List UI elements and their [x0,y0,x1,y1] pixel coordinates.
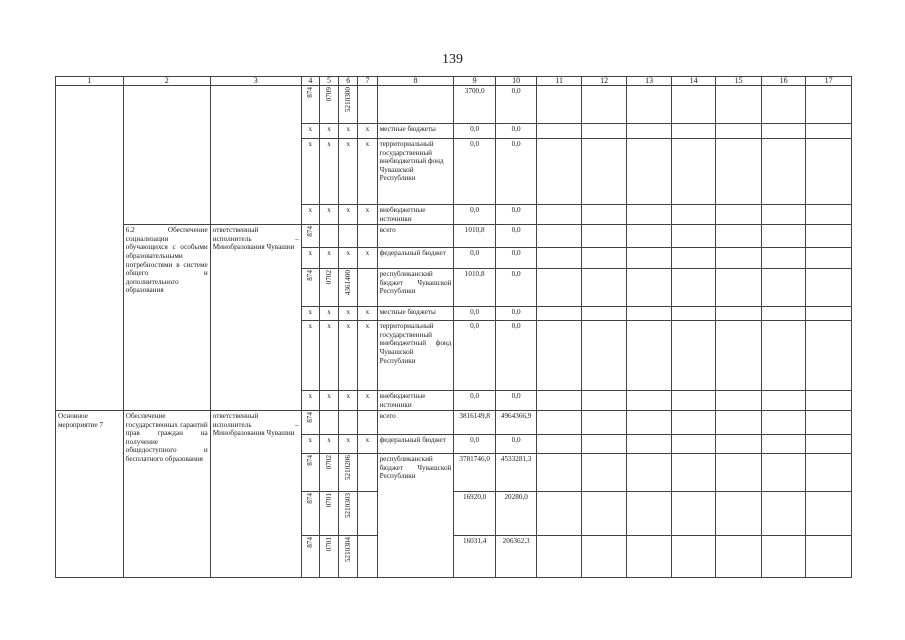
cell-code: 874 [306,537,315,548]
cell-x: x [358,321,377,391]
cell-x: x [358,248,377,269]
cell-value: 0,0 [454,391,495,411]
col-header: 14 [671,77,716,86]
cell-code: 5210303 [343,493,352,519]
cell-x: x [301,391,319,411]
cell-source: территориальный государственный внебюджетный фонд Чувашской Республики [377,321,454,391]
table-row [56,411,852,435]
cell-source: внебюджетные источники [377,391,454,411]
cell-empty [358,454,377,492]
cell-source: местные бюджеты [377,124,454,139]
col-header: 16 [761,77,806,86]
col-header: 4 [301,77,319,86]
cell-x: x [339,307,358,321]
col-header: 8 [377,77,454,86]
cell-value: 3816149,8 [454,411,495,435]
col-header: 11 [537,77,582,86]
cell-value: 0,0 [454,248,495,269]
cell-value: 1010,8 [454,225,495,248]
budget-table [55,76,852,411]
cell-value: 4964366,9 [495,411,536,435]
cell-x: x [358,139,377,205]
cell-source: федеральный бюджет [377,248,454,269]
cell-x: x [319,205,338,225]
cell-value: 0,0 [495,86,536,124]
cell-code: 5210300 [343,87,352,113]
cell-x: x [339,435,358,454]
cell-value: 0,0 [495,205,536,225]
table-row [56,225,852,248]
cell-value: 16920,0 [454,492,495,536]
cell-value: 0,0 [454,139,495,205]
col-header: 13 [627,77,672,86]
col-header: 17 [806,77,852,86]
cell-source: местные бюджеты [377,307,454,321]
cell-code: 0702 [324,455,333,470]
cell-code: 874 [306,455,315,466]
col-header: 5 [319,77,338,86]
cell-x: x [358,307,377,321]
cell-x: x [358,124,377,139]
cell-code: 0701 [324,537,333,552]
cell-source [377,86,454,124]
cell-x: x [301,205,319,225]
cell-empty [358,269,377,307]
cell-x: x [358,205,377,225]
cell-value: 20280,0 [495,492,536,536]
cell-empty [358,225,377,248]
cell-source: всего [377,411,454,435]
cell-x: x [319,139,338,205]
col-header: 3 [210,77,301,86]
cell-source: республиканский бюджет Чувашской Республики [377,269,454,307]
table-row [56,86,852,124]
cell-x: x [319,435,338,454]
responsible-executor: ответственный исполнитель – Минобразования Чувашии [210,411,301,578]
cell-source: всего [377,225,454,248]
cell-empty [319,225,338,248]
activity-6-2-title: 6.2 Обеспечение социализации обучающихся с особыми образовательными потребностями в системе общего и дополнительного образования [123,225,210,411]
cell-x: x [339,205,358,225]
main-event-7-title: Обеспечение государственных гарантий прав граждан на получение общедоступного и бесплатного образования [123,411,210,578]
cell-value: 0,0 [454,321,495,391]
cell-value: 4533281,3 [495,454,536,492]
cell-code: 4361400 [343,270,352,296]
cell-code: 5210304 [343,537,352,563]
cell-x: x [339,248,358,269]
col-header: 9 [454,77,495,86]
col-header: 15 [716,77,762,86]
cell-value: 206362,3 [495,536,536,578]
cell-code: 0709 [324,87,333,102]
cell-code: 874 [306,493,315,504]
main-event-7-label: Основное мероприятие 7 [56,411,124,578]
cell-x: x [319,321,338,391]
cell-value: 16031,4 [454,536,495,578]
cell-code: 0702 [324,270,333,285]
cell-value: 0,0 [454,435,495,454]
cell-x: x [339,124,358,139]
cell-x: x [301,248,319,269]
cell-x: x [319,391,338,411]
cell-code: 874 [306,87,315,98]
cell-code: 0701 [324,493,333,508]
cell-empty [358,86,377,124]
page-number: 139 [442,52,463,67]
cell-x: x [358,435,377,454]
cell-value: 0,0 [454,307,495,321]
cell-value: 0,0 [454,124,495,139]
cell-x: x [339,391,358,411]
responsible-executor: ответственный исполнитель – Минобразования Чувашии [210,225,301,411]
col-header: 7 [358,77,377,86]
cell-value: 3781746,0 [454,454,495,492]
cell-source: республиканский бюджет Чувашской Республики [377,454,454,578]
budget-table-main-event-7 [55,410,852,578]
cell-empty [358,411,377,435]
cell-code: 5210206 [343,455,352,481]
cell-value: 0,0 [495,124,536,139]
cell-empty [319,411,338,435]
column-number-row [56,77,852,86]
col-header: 2 [123,77,210,86]
cell-source: территориальный государственный внебюджетный фонд Чувашской Республики [377,139,454,205]
col-header: 12 [581,77,627,86]
cell-x: x [319,124,338,139]
cell-x: x [339,321,358,391]
cell-x: x [358,391,377,411]
cell-x: x [301,139,319,205]
cell-empty [339,225,358,248]
cell-x: x [301,124,319,139]
cell-value: 0,0 [454,205,495,225]
cell-x: x [319,248,338,269]
cell-x: x [301,435,319,454]
cell-col2-empty [123,86,210,225]
col-header: 6 [339,77,358,86]
cell-value: 0,0 [495,269,536,307]
cell-x: x [301,321,319,391]
cell-source: внебюджетные источники [377,205,454,225]
cell-x: x [301,307,319,321]
cell-x: x [339,139,358,205]
cell-value: 0,0 [495,225,536,248]
cell-x: x [319,307,338,321]
col-header: 10 [495,77,536,86]
cell-value: 0,0 [495,435,536,454]
cell-value: 1010,8 [454,269,495,307]
cell-col3-empty [210,86,301,225]
cell-code: 874 [306,412,315,423]
cell-value: 0,0 [495,391,536,411]
cell-code: 874 [306,270,315,281]
cell-value: 0,0 [495,307,536,321]
col-header: 1 [56,77,124,86]
cell-value: 0,0 [495,248,536,269]
cell-source: федеральный бюджет [377,435,454,454]
cell-empty [339,411,358,435]
cell-col1-empty [56,86,124,411]
cell-value: 0,0 [495,321,536,391]
cell-empty [358,536,377,578]
cell-value: 0,0 [495,139,536,205]
cell-code: 874 [306,226,315,237]
cell-empty [358,492,377,536]
cell-value: 3700,0 [454,86,495,124]
